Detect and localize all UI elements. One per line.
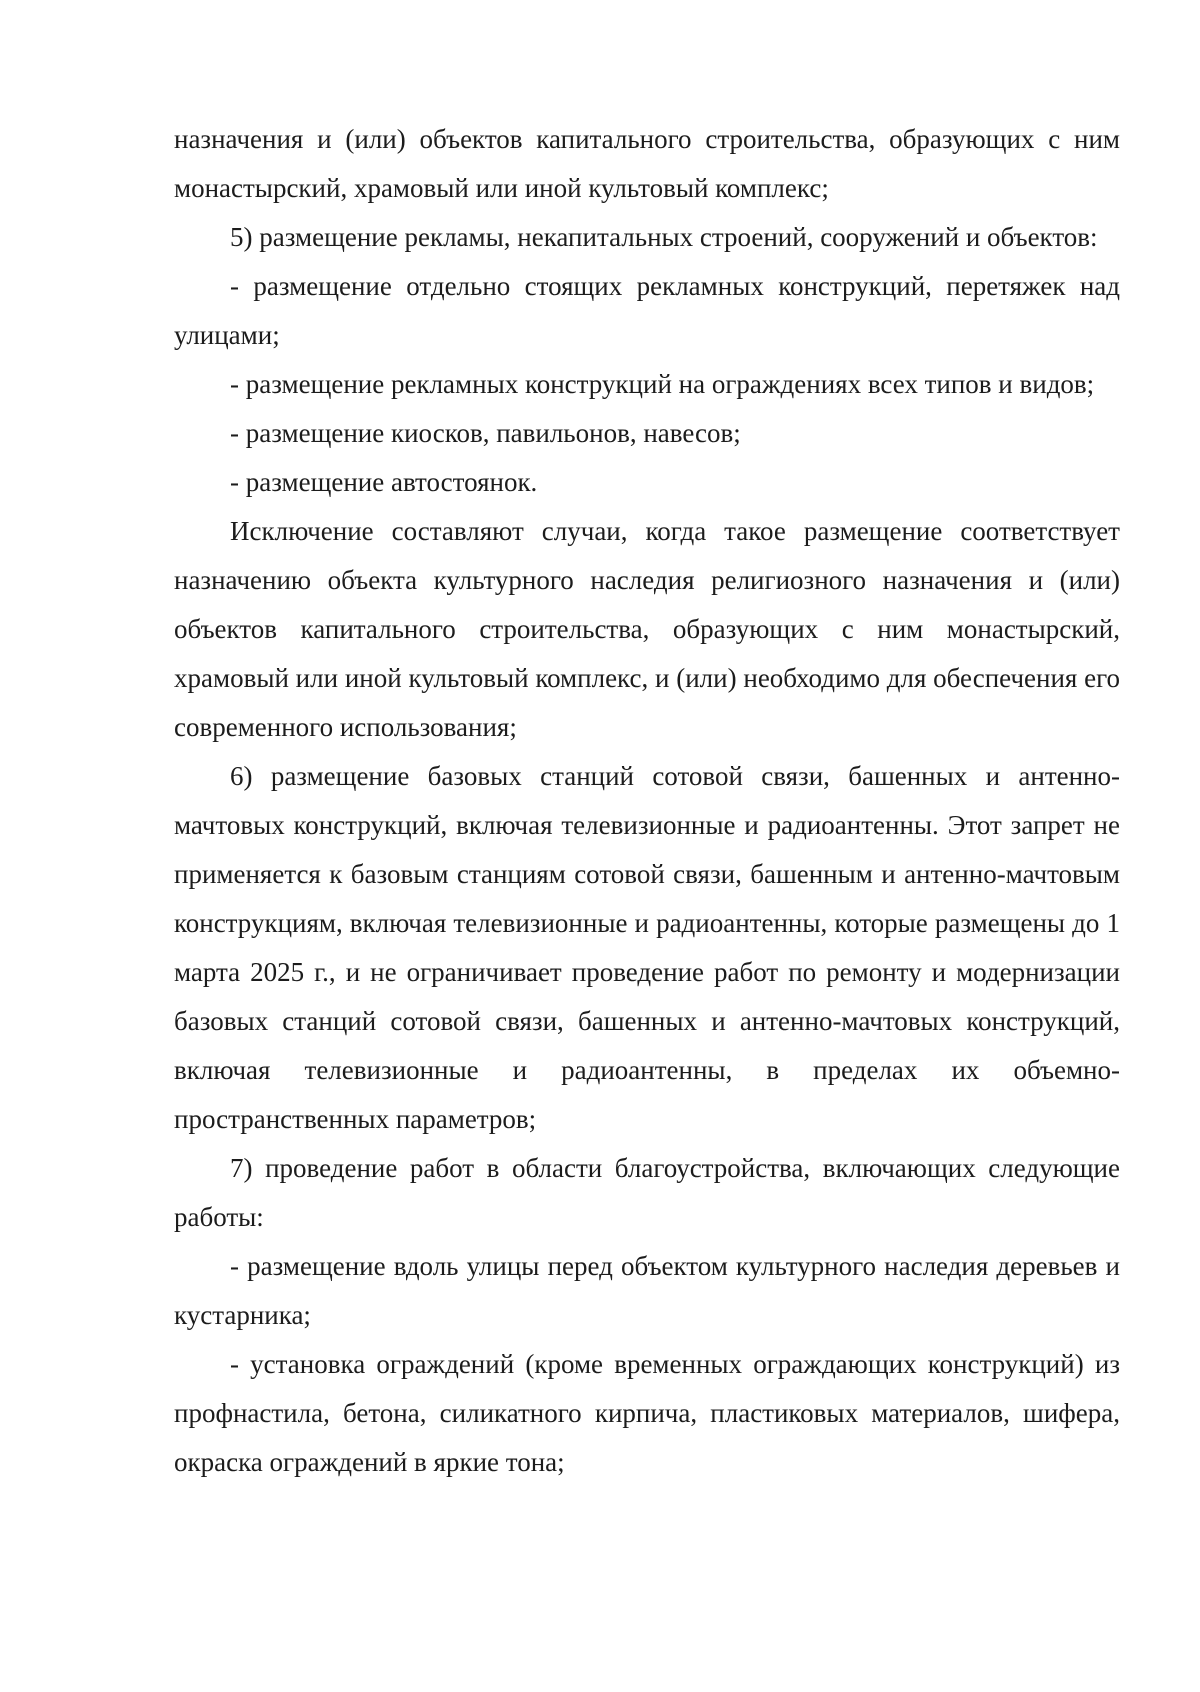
paragraph-parking: - размещение автостоянок.	[230, 467, 538, 497]
paragraph-item-7: 7) проведение работ в области благоустройства, включающих следующие работы:	[174, 1153, 1120, 1232]
paragraph-advertising-fences: - размещение рекламных конструкций на ограждениях всех типов и видов;	[230, 369, 1095, 399]
document-body	[174, 115, 1120, 1487]
paragraph-exception: Исключение составляют случаи, когда такое размещение соответствует назначению объекта культурного наследия религиозного назначения и (или) объектов капитального строительства, образующих с ним монастырский, храмовый или иной культовый комплекс, и (или) необходимо для обеспечения его современного использования;	[174, 516, 1120, 742]
paragraph-kiosks: - размещение киосков, павильонов, навесов;	[230, 418, 741, 448]
paragraph-trees: - размещение вдоль улицы перед объектом культурного наследия деревьев и кустарника;	[174, 1251, 1120, 1330]
paragraph-item-6: 6) размещение базовых станций сотовой связи, башенных и антенно-мачтовых конструкций, включая телевизионные и радиоантенны. Этот запрет не применяется к базовым станциям сотовой связи, башенным и антенно-мачтовым конструкциям, включая телевизионные и радиоантенны, которые размещены до 1 марта 2025 г., и не ограничивает проведение работ по ремонту и модернизации базовых станций сотовой связи, башенных и антенно-мачтовых конструкций, включая телевизионные и радиоантенны, в пределах их объемно- пространственных параметров;	[174, 761, 1120, 1134]
paragraph-item-5: 5) размещение рекламы, некапитальных строений, сооружений и объектов:	[230, 222, 1098, 252]
paragraph-fences: - установка ограждений (кроме временных ограждающих конструкций) из профнастила, бетона, силикатного кирпича, пластиковых материалов, шифера, окраска ограждений в яркие тона;	[174, 1349, 1120, 1477]
paragraph-advertising-structures: - размещение отдельно стоящих рекламных конструкций, перетяжек над улицами;	[174, 271, 1120, 350]
paragraph-continuation: назначения и (или) объектов капитального строительства, образующих с ним монастырский, храмовый или иной культовый комплекс;	[174, 124, 1120, 203]
